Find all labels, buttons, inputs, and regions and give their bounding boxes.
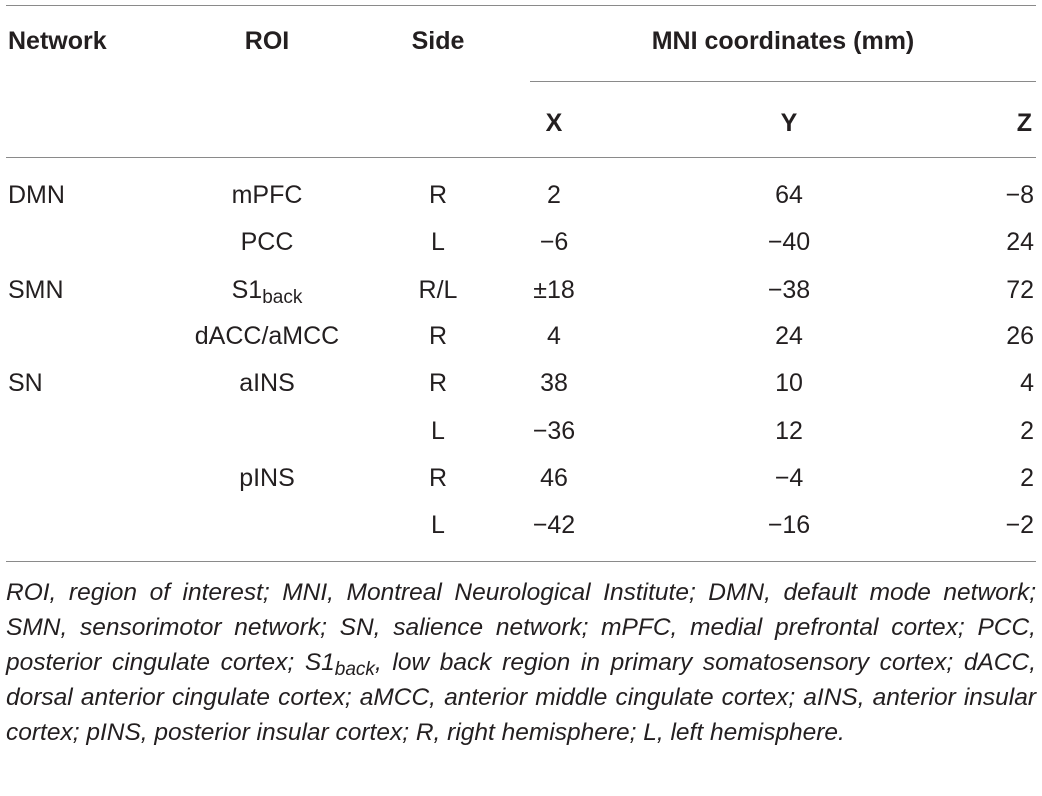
roi-text: mPFC: [231, 181, 303, 209]
header-mni: MNI coordinates (mm): [651, 27, 915, 55]
cell-network: SMN: [8, 276, 64, 304]
cell-z: 2: [1020, 417, 1034, 445]
cell-x: ±18: [533, 276, 575, 304]
table-bottom-rule: [6, 561, 1036, 562]
cell-z: 72: [1006, 276, 1034, 304]
cell-side: L: [431, 417, 445, 445]
roi-subscript: back: [262, 287, 303, 308]
header-bottom-rule: [6, 157, 1036, 158]
cell-network: SN: [8, 369, 43, 397]
cell-y: 64: [775, 181, 803, 209]
header-side: Side: [411, 27, 465, 55]
roi-text: PCC: [240, 228, 294, 256]
header-z: Z: [1016, 109, 1032, 137]
cell-side: R: [428, 322, 448, 350]
cell-y: −40: [767, 228, 811, 256]
cell-side: R: [428, 369, 448, 397]
cell-x: 4: [547, 322, 561, 350]
header-roi: ROI: [244, 27, 290, 55]
cell-network: DMN: [8, 181, 65, 209]
cell-z: −2: [1005, 511, 1034, 539]
table-footnote: [6, 575, 1036, 750]
cell-side: R: [428, 181, 448, 209]
cell-z: −8: [1005, 181, 1034, 209]
cell-x: −6: [539, 228, 569, 256]
cell-z: 4: [1020, 369, 1034, 397]
roi-text: dACC/aMCC: [194, 322, 340, 350]
header-x: X: [545, 109, 563, 137]
cell-x: 2: [547, 181, 561, 209]
mni-subheader-rule: [530, 81, 1036, 82]
cell-x: −42: [532, 511, 576, 539]
roi-text: S1: [231, 276, 263, 304]
footnote-text-part2: , low back region in primary somatosensory cortex; dACC, dorsal anterior cingulate cortex; aMCC, anterior middle cingulate cortex; aINS, anterior insular cortex; pINS, posterior insular cortex; R, right hemisphere; L, left hemisphere.: [6, 649, 1036, 746]
cell-side: L: [431, 228, 445, 256]
cell-roi: [241, 227, 294, 257]
cell-x: −36: [532, 417, 576, 445]
footnote-text-part1: ROI, region of interest; MNI, Montreal Neurological Institute; DMN, default mode network; SMN, sensorimotor network; SN, salience network; mPFC, medial prefrontal cortex; PCC, posterior cingulate cortex; S1: [6, 579, 1036, 676]
cell-z: 2: [1020, 464, 1034, 492]
cell-y: 24: [775, 322, 803, 350]
cell-roi: [231, 275, 303, 308]
cell-roi: [195, 321, 339, 351]
cell-x: 46: [540, 464, 568, 492]
header-y: Y: [780, 109, 798, 137]
header-network: Network: [8, 27, 107, 55]
cell-y: 12: [775, 417, 803, 445]
top-rule: [6, 5, 1036, 6]
footnote-subscript: back: [334, 659, 375, 680]
cell-y: −16: [767, 511, 811, 539]
cell-z: 26: [1006, 322, 1034, 350]
cell-side: R/L: [418, 276, 458, 304]
cell-side: L: [431, 511, 445, 539]
cell-roi: [239, 368, 295, 398]
cell-z: 24: [1006, 228, 1034, 256]
cell-y: −4: [774, 464, 804, 492]
cell-y: 10: [775, 369, 803, 397]
cell-roi: [239, 463, 295, 493]
roi-text: aINS: [239, 369, 295, 397]
cell-y: −38: [767, 276, 811, 304]
cell-side: R: [428, 464, 448, 492]
cell-roi: [232, 180, 303, 210]
roi-text: pINS: [239, 464, 295, 492]
cell-x: 38: [540, 369, 568, 397]
